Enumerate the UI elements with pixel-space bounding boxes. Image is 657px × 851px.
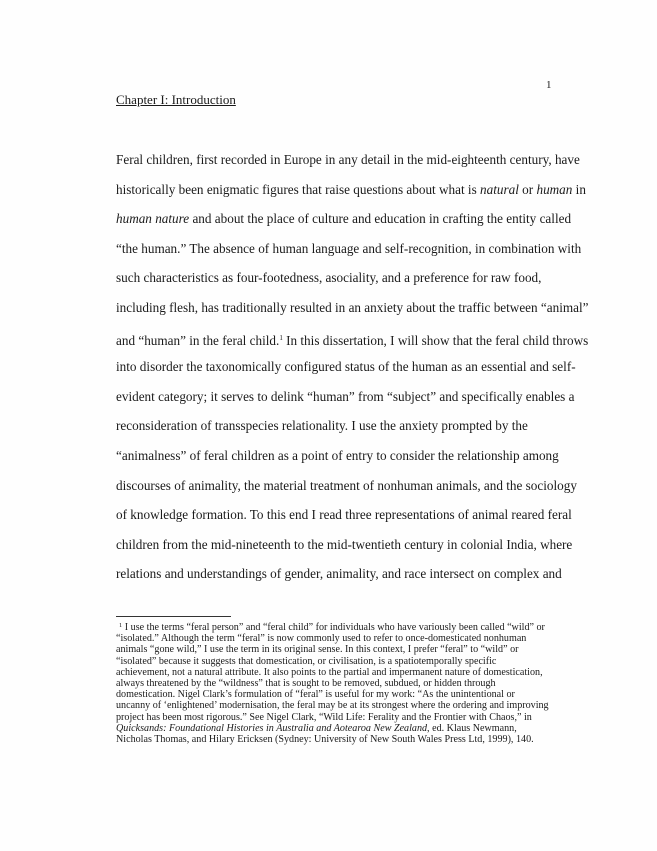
body-line [116, 239, 582, 269]
body-line [116, 268, 576, 298]
text-run: discourses of animality, the material treatment of nonhuman animals, and the sociology [116, 477, 577, 493]
text-run: uncanny of ‘enlightened’ modernisation, the feral may be at its strongest where the ordering and improving [116, 700, 549, 712]
text-run: and about the place of culture and education in crafting the entity called [189, 211, 572, 227]
text-run: in [572, 181, 586, 197]
text-run: I use the terms “feral person” and “feral child” for individuals who have variously been called “wild” or [122, 622, 545, 633]
footnote-marker: 1 [119, 622, 123, 629]
body-line [116, 180, 586, 210]
text-run: “isolated.” Although the term “feral” is now commonly used to refer to once-domesticated nonhuman [116, 633, 527, 645]
text-run: animals “gone wild,” I use the term in its original sense. In this context, I prefer “feral” to “wild” or [116, 644, 519, 656]
footnote-line [116, 700, 566, 711]
italic-text: human [536, 181, 573, 197]
text-run: or [518, 181, 537, 197]
footnote-line [116, 689, 566, 700]
body-line [116, 564, 576, 594]
italic-text: Quicksands: Foundational Histories in Australia and Aotearoa New Zealand [116, 722, 428, 734]
text-run: and “human” in the feral child. [116, 332, 280, 348]
body-line [116, 446, 576, 476]
text-run: into disorder the taxonomically configured status of the human as an essential and self- [116, 359, 576, 375]
text-run: such characteristics as four-footedness, asociality, and a preference for raw food, [116, 270, 542, 286]
footnote-line [116, 723, 566, 734]
text-run: Nicholas Thomas, and Hilary Ericksen (Sydney: University of New South Wales Press Ltd, 1999), 140. [116, 734, 534, 746]
text-run: including flesh, has traditionally resulted in an anxiety about the traffic between “animal” [116, 299, 589, 315]
text-run: “isolated” because it suggests that domestication, or civilisation, is a spatiotemporally specific [116, 655, 497, 667]
italic-text: natural [480, 181, 519, 197]
body-line [116, 357, 576, 387]
body-line [116, 209, 576, 239]
text-run: domestication. Nigel Clark’s formulation of “feral” is useful for my work: “As the unintentional or [116, 689, 515, 701]
footnote-line [116, 656, 566, 667]
text-run: In this dissertation, I will show that the feral child throws [282, 332, 589, 348]
chapter-title: Chapter I: Introduction [116, 92, 236, 107]
text-run: reconsideration of transspecies relationality. I use the anxiety prompted by the [116, 418, 528, 434]
body-line [116, 150, 580, 180]
body-line [116, 328, 589, 358]
footnote-divider [116, 616, 231, 617]
body-line [116, 416, 576, 446]
text-run: relations and understandings of gender, animality, and race intersect on complex and [116, 566, 562, 582]
text-run: children from the mid-nineteenth to the mid-twentieth century in colonial India, where [116, 536, 573, 552]
body-line [116, 505, 576, 535]
text-run: , ed. Klaus Newmann, [427, 722, 517, 734]
text-run: “animalness” of feral children as a point of entry to consider the relationship among [116, 447, 559, 463]
footnotes [116, 620, 566, 745]
text-run: always threatened by the “wildness” that is sought to be removed, subdued, or hidden through [116, 678, 496, 690]
body-line [116, 298, 589, 328]
italic-text: human nature [116, 211, 190, 227]
text-run: Feral children, first recorded in Europe in any detail in the mid-eighteenth century, have [116, 152, 580, 167]
body-line [116, 476, 576, 506]
footnote-line [116, 678, 566, 689]
text-run: project has been most rigorous.” See Nigel Clark, “Wild Life: Ferality and the Frontier with Chaos,” in [116, 711, 532, 723]
body-line [116, 387, 576, 417]
text-run: achievement, not a natural attribute. It also points to the partial and impermanent nature of domestication, [116, 666, 543, 678]
text-run: historically been enigmatic figures that raise questions about what is [116, 181, 481, 197]
footnote-line [116, 644, 566, 655]
text-run: of knowledge formation. To this end I read three representations of animal reared feral [116, 507, 572, 523]
text-run: evident category; it serves to delink “human” from “subject” and specifically enables a [116, 388, 575, 404]
footnote-line [116, 620, 566, 633]
footnote-line [116, 633, 566, 644]
page-number: 1 [546, 79, 552, 91]
footnote-reference[interactable]: 1 [279, 333, 283, 342]
footnote-line [116, 734, 566, 745]
body-text [116, 150, 589, 594]
body-line [116, 535, 576, 565]
footnote-line [116, 667, 566, 678]
footnote-line [116, 712, 566, 723]
text-run: “the human.” The absence of human language and self-recognition, in combination with [116, 240, 582, 256]
